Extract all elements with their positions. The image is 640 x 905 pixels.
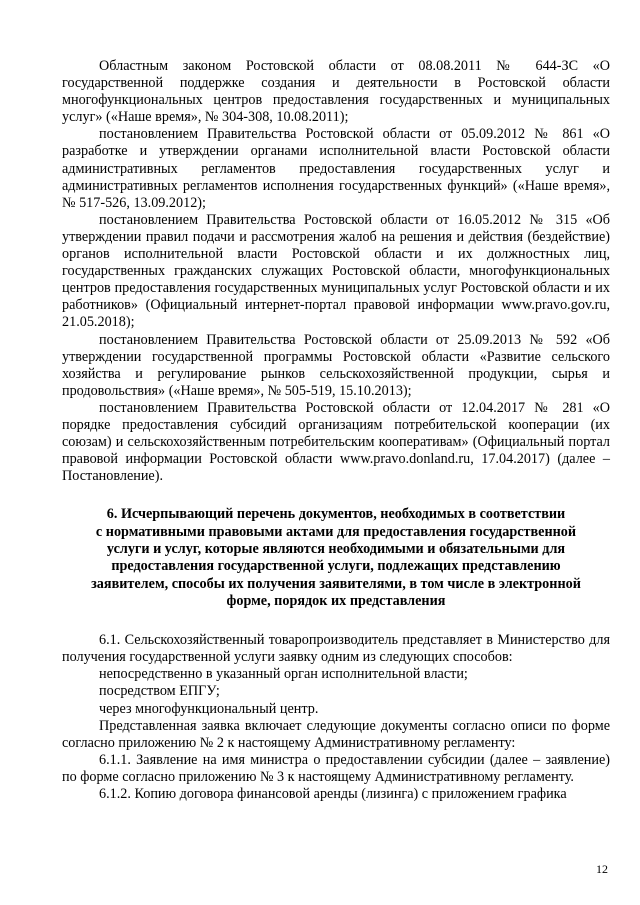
section-heading-line: с нормативными правовыми актами для предоставления государственной <box>95 523 577 540</box>
method-item: через многофункциональный центр. <box>99 700 319 717</box>
section-heading-line: услуги и услуг, которые являются необходимыми и обязательными для <box>106 540 566 557</box>
page-content <box>62 58 610 803</box>
section-heading-line: форме, порядок их представления <box>226 592 446 609</box>
page-number: 12 <box>596 862 608 876</box>
clause-paragraph: 6.1.1. Заявление на имя министра о предоставлении субсидии (далее – заявление) по форме согласно приложению № 3 к настоящему Административному регламенту. <box>62 751 610 785</box>
clause-paragraph: 6.1.2. Копию договора финансовой аренды (лизинга) с приложением графика <box>99 785 567 802</box>
section-heading <box>62 506 610 610</box>
law-reference-paragraph: постановлением Правительства Ростовской области от 12.04.2017 № 281 «О порядке предоставления субсидий организациям потребительской кооперации (их союзам) и сельскохозяйственным потребительским кооперативам» (Официальный портал правовой информации Ростовской области www.pravo.donland.ru, 17.04.2017) (далее – Постановление). <box>62 399 610 485</box>
law-reference-paragraph: постановлением Правительства Ростовской области от 05.09.2012 № 861 «О разработке и утверждении органами исполнительной власти Ростовской области административных регламентов предоставления государственных услуг и административных регламентов исполнения государственных функций» («Наше время», № 517-526, 13.09.2012); <box>62 126 610 211</box>
law-reference-paragraph: постановлением Правительства Ростовской области от 25.09.2013 № 592 «Об утверждении государственной программы Ростовской области «Развитие сельского хозяйства и регулирование рынков сельскохозяйственной продукции, сырья и продовольствия» («Наше время», № 505-519, 15.10.2013); <box>62 331 610 399</box>
law-reference-paragraph: постановлением Правительства Ростовской области от 16.05.2012 № 315 «Об утверждении правил подачи и рассмотрения жалоб на решения и действия (бездействие) органов исполнительной власти Ростовской области и их должностных лиц, государственных гражданских служащих Ростовской области, многофункциональных центров предоставления государственных муниципальных услуг Ростовской области и их работников» (Официальный интернет-портал правовой информации www.pravo.gov.ru, 21.05.2018); <box>62 211 610 331</box>
section-heading-line: 6. Исчерпывающий перечень документов, необходимых в соответствии <box>106 506 566 523</box>
section-heading-line: предоставления государственной услуги, подлежащих представлению <box>111 558 561 575</box>
method-item: посредством ЕПГУ; <box>99 683 220 700</box>
clause-paragraph: Представленная заявка включает следующие документы согласно описи по форме согласно приложению № 2 к настоящему Административному регламенту: <box>62 717 610 751</box>
method-item: непосредственно в указанный орган исполнительной власти; <box>99 666 468 683</box>
section-heading-line: заявителем, способы их получения заявителями, в том числе в электронной <box>91 575 581 592</box>
clause-paragraph: 6.1. Сельскохозяйственный товаропроизводитель представляет в Министерство для получения государственной услуги заявку одним из следующих способов: <box>62 632 610 666</box>
law-reference-paragraph: Областным законом Ростовской области от 08.08.2011 № 644-ЗС «О государственной поддержке создания и деятельности в Ростовской области многофункциональных центров предоставления государственных и муниципальных услуг» («Наше время», № 304-308, 10.08.2011); <box>62 58 610 126</box>
spacer <box>62 485 610 506</box>
spacer <box>62 610 610 632</box>
